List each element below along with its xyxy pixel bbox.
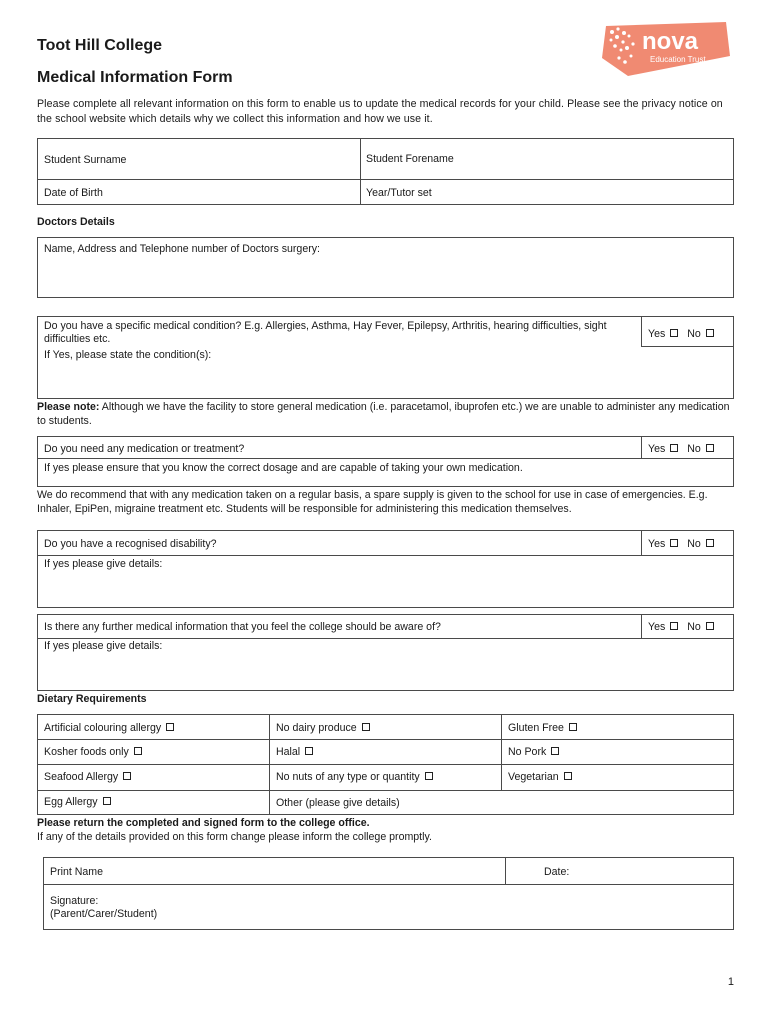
date-label: Date:	[544, 866, 570, 878]
dietary-item-halal: Halal	[276, 745, 313, 759]
further-info-details-label: If yes please give details:	[44, 640, 163, 652]
dob-label: Date of Birth	[44, 187, 103, 199]
student-surname-label: Student Surname	[44, 154, 127, 166]
medication-yes-no: Yes No	[648, 442, 714, 456]
signature-who-label: (Parent/Carer/Student)	[50, 908, 158, 920]
dietary-item-gluten-free: Gluten Free	[508, 721, 577, 735]
disability-yes-checkbox[interactable]	[670, 539, 678, 547]
dietary-item-vegetarian: Vegetarian	[508, 770, 572, 784]
condition-no-checkbox[interactable]	[706, 329, 714, 337]
seafood-checkbox[interactable]	[123, 772, 131, 780]
student-forename-label: Student Forename	[366, 153, 454, 165]
change-note: If any of the details provided on this form change please inform the college promptly.	[37, 831, 432, 843]
doctors-heading: Doctors Details	[37, 216, 115, 228]
return-note: Please return the completed and signed form to the college office.	[37, 817, 370, 829]
medication-no-checkbox[interactable]	[706, 444, 714, 452]
gluten-free-checkbox[interactable]	[569, 723, 577, 731]
egg-checkbox[interactable]	[103, 797, 111, 805]
disability-details-label: If yes please give details:	[44, 558, 163, 570]
page-number: 1	[727, 976, 734, 988]
medication-details: If yes please ensure that you know the correct dosage and are capable of taking your own medication.	[44, 462, 523, 474]
condition-question: Do you have a specific medical condition? E.g. Allergies, Asthma, Hay Fever, Epilepsy, Arthritis, hearing difficulties, sight difficulties etc.	[44, 320, 607, 345]
logo-subtext: Education Trust	[650, 55, 706, 64]
further-info-yes-checkbox[interactable]	[670, 622, 678, 630]
year-tutor-label: Year/Tutor set	[366, 187, 432, 199]
further-info-question: Is there any further medical information that you feel the college should be aware of?	[44, 621, 441, 633]
medication-yes-checkbox[interactable]	[670, 444, 678, 452]
condition-yes-no: Yes No	[648, 327, 714, 341]
dietary-item-no-pork: No Pork	[508, 745, 559, 759]
disability-question: Do you have a recognised disability?	[44, 538, 217, 550]
dietary-item-no-nuts: No nuts of any type or quantity	[276, 770, 433, 784]
dietary-item-egg: Egg Allergy	[44, 795, 111, 809]
nova-logo	[598, 18, 732, 80]
no-nuts-checkbox[interactable]	[425, 772, 433, 780]
artificial-colouring-checkbox[interactable]	[166, 723, 174, 731]
vegetarian-checkbox[interactable]	[564, 772, 572, 780]
note-paragraph: Please note: Although we have the facility to store general medication (i.e. paracetamol, ibuprofen etc.) we are unable to administer any medication to students.	[37, 401, 730, 427]
dietary-item-kosher: Kosher foods only	[44, 745, 142, 759]
intro-text: Please complete all relevant information on this form to enable us to update the medical records for your child. Please see the privacy notice on the school website which details why we collect this information and how we use it.	[37, 98, 723, 125]
dietary-item-seafood: Seafood Allergy	[44, 770, 131, 784]
college-name: Toot Hill College	[37, 37, 163, 54]
no-pork-checkbox[interactable]	[551, 747, 559, 755]
recommend-paragraph: We do recommend that with any medication taken on a regular basis, a spare supply is given to the school for use in case of emergencies. E.g. Inhaler, EpiPen, migraine treatment etc. Students will be responsible for administering this medication themselves.	[37, 489, 708, 515]
form-title: Medical Information Form	[37, 69, 233, 86]
no-dairy-checkbox[interactable]	[362, 723, 370, 731]
logo-wordmark: nova	[642, 28, 699, 55]
condition-yes-checkbox[interactable]	[670, 329, 678, 337]
further-info-no-checkbox[interactable]	[706, 622, 714, 630]
dietary-heading: Dietary Requirements	[37, 693, 147, 705]
further-info-yes-no: Yes No	[648, 620, 714, 634]
halal-checkbox[interactable]	[305, 747, 313, 755]
signature-label: Signature:	[50, 895, 99, 907]
disability-no-checkbox[interactable]	[706, 539, 714, 547]
kosher-checkbox[interactable]	[134, 747, 142, 755]
medication-question: Do you need any medication or treatment?	[44, 443, 245, 455]
dietary-item-other: Other (please give details)	[276, 797, 400, 809]
doctors-surgery-label: Name, Address and Telephone number of Doctors surgery:	[44, 243, 320, 255]
disability-yes-no: Yes No	[648, 537, 714, 551]
dietary-item-no-dairy: No dairy produce	[276, 721, 370, 735]
dietary-item-artificial-colouring: Artificial colouring allergy	[44, 721, 174, 735]
print-name-label: Print Name	[50, 866, 103, 878]
condition-details-label: If Yes, please state the condition(s):	[44, 349, 212, 361]
